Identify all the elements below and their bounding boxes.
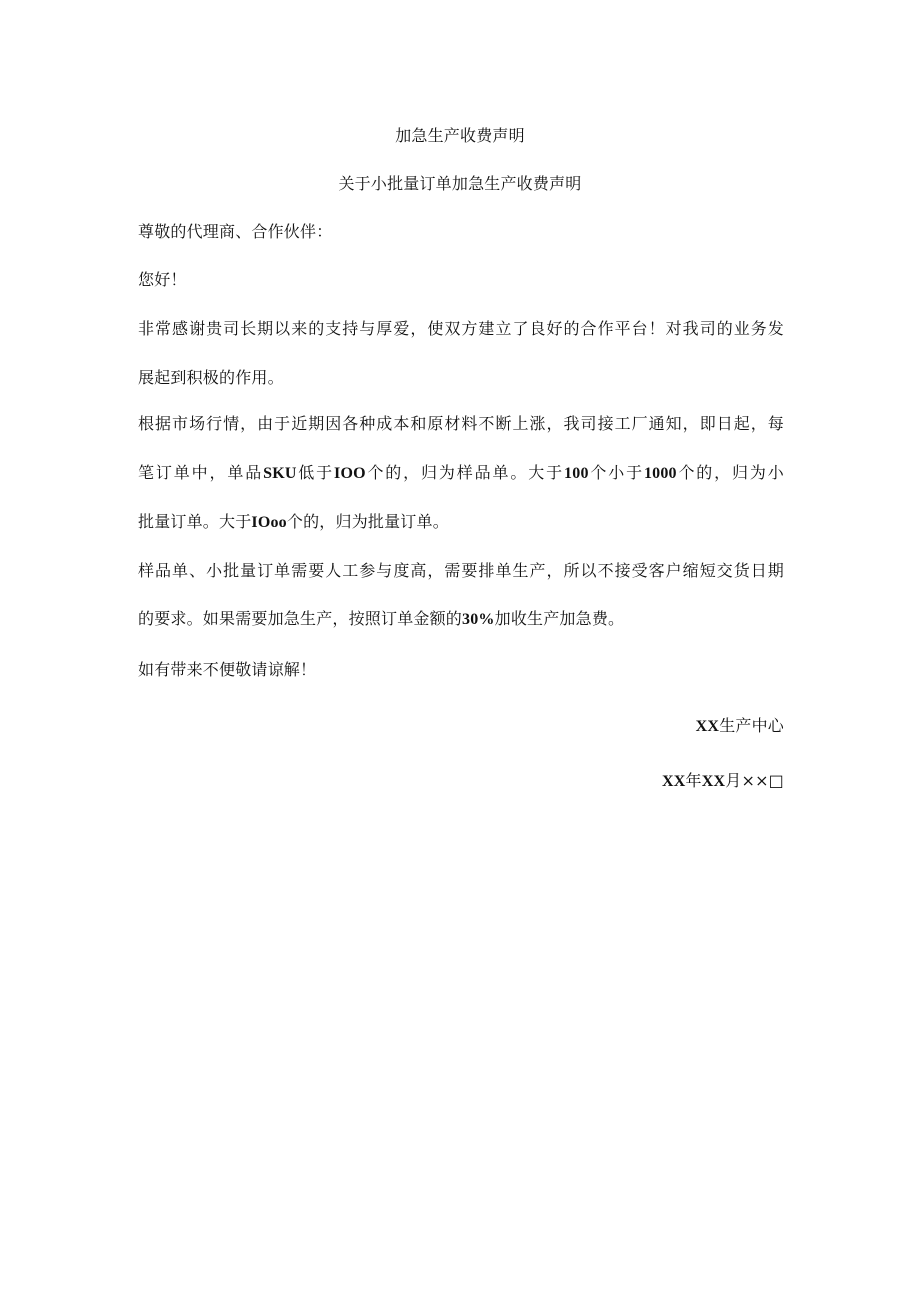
p2-text: 批量订单。大于 xyxy=(138,512,252,531)
p2-text: 个的，归为样品单。大于 xyxy=(365,463,565,482)
paragraph-2-line-2 xyxy=(138,463,784,484)
signature-organization xyxy=(138,716,784,737)
p2-text: 个的，归为小 xyxy=(676,463,785,482)
month-placeholder: XX xyxy=(701,773,726,790)
greeting: 您好！ xyxy=(138,270,187,289)
p3-text: 加收生产加急费。 xyxy=(494,609,625,628)
year-placeholder: XX xyxy=(662,773,686,790)
threshold-iooo: IOoo xyxy=(251,514,287,531)
threshold-100: 100 xyxy=(564,465,589,482)
paragraph-1-line-2: 展起到积极的作用。 xyxy=(138,368,284,387)
p2-text: 个小于 xyxy=(588,463,644,482)
year-label: 年 xyxy=(685,771,702,790)
paragraph-3-line-1: 样品单、小批量订单需要人工参与度高，需要排单生产，所以不接受客户缩短交货日期 xyxy=(138,561,784,580)
p2-text: 笔订单中，单品 xyxy=(138,463,264,482)
threshold-ioo: IOO xyxy=(334,465,366,482)
surcharge-percent: 30% xyxy=(462,611,495,628)
p2-text: 低于 xyxy=(296,463,335,482)
paragraph-2-line-3 xyxy=(138,512,784,533)
org-placeholder: XX xyxy=(695,718,720,735)
document-subtitle: 关于小批量订单加急生产收费声明 xyxy=(338,174,582,193)
sku-term: SKU xyxy=(263,465,297,482)
threshold-1000: 1000 xyxy=(643,465,677,482)
org-name: 生产中心 xyxy=(719,716,784,735)
p3-text: 的要求。如果需要加急生产，按照订单金额的 xyxy=(138,609,463,628)
document-title: 加急生产收费声明 xyxy=(395,126,525,145)
closing-line: 如有带来不便敬请谅解！ xyxy=(138,660,317,679)
paragraph-1-line-1: 非常感谢贵司长期以来的支持与厚爱，使双方建立了良好的合作平台！对我司的业务发 xyxy=(138,319,784,338)
month-day-label: 月××□ xyxy=(725,771,784,790)
paragraph-2-line-1: 根据市场行情，由于近期因各种成本和原材料不断上涨，我司接工厂通知，即日起，每 xyxy=(138,414,784,433)
signature-date xyxy=(138,771,784,792)
salutation: 尊敬的代理商、合作伙伴： xyxy=(138,222,333,241)
p2-text: 个的，归为批量订单。 xyxy=(286,512,449,531)
paragraph-3-line-2 xyxy=(138,609,784,630)
